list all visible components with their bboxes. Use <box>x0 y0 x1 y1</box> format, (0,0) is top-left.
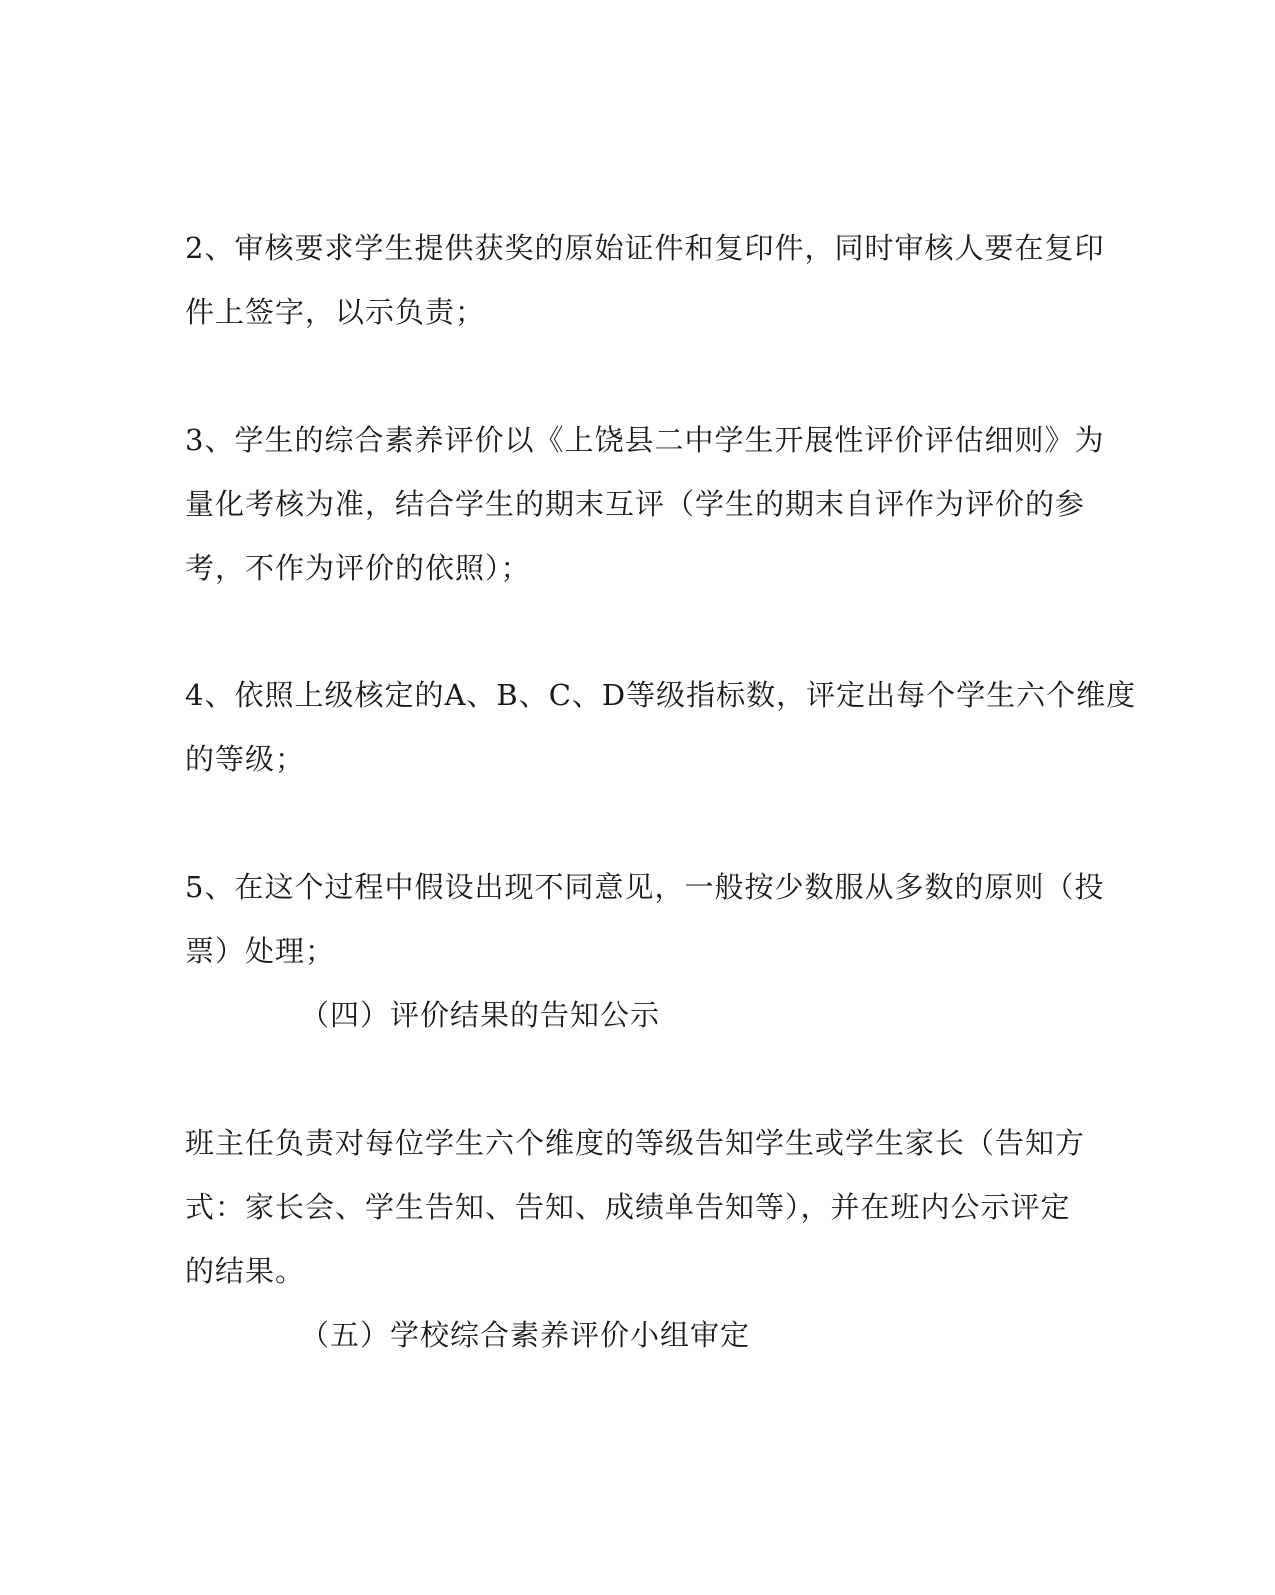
paragraph-4-line-1: 4、依照上级核定的A、B、C、D等级指标数，评定出每个学生六个维度 <box>185 678 1137 712</box>
section-heading-4: （四）评价结果的告知公示 <box>300 998 661 1032</box>
paragraph-2-line-1: 2、审核要求学生提供获奖的原始证件和复印件，同时审核人要在复印 <box>185 231 1105 265</box>
paragraph-notice-line-1: 班主任负责对每位学生六个维度的等级告知学生或学生家长（告知方 <box>185 1126 1086 1160</box>
paragraph-5-line-1: 5、在这个过程中假设出现不同意见，一般按少数服从多数的原则（投 <box>185 870 1105 904</box>
paragraph-3-line-3: 考，不作为评价的依照）； <box>185 551 531 585</box>
paragraph-5-line-2: 票）处理； <box>185 934 336 968</box>
paragraph-2-line-2: 件上签字，以示负责； <box>185 295 486 329</box>
paragraph-4-line-2: 的等级； <box>185 742 306 776</box>
paragraph-3-line-2: 量化考核为准，结合学生的期末互评（学生的期末自评作为评价的参 <box>185 487 1086 521</box>
section-heading-5: （五）学校综合素养评价小组审定 <box>300 1318 751 1352</box>
paragraph-notice-line-2: 式：家长会、学生告知、告知、成绩单告知等），并在班内公示评定 <box>185 1190 1071 1224</box>
paragraph-3-line-1: 3、学生的综合素养评价以《上饶县二中学生开展性评价评估细则》为 <box>185 423 1105 457</box>
paragraph-notice-line-3: 的结果。 <box>185 1254 306 1288</box>
